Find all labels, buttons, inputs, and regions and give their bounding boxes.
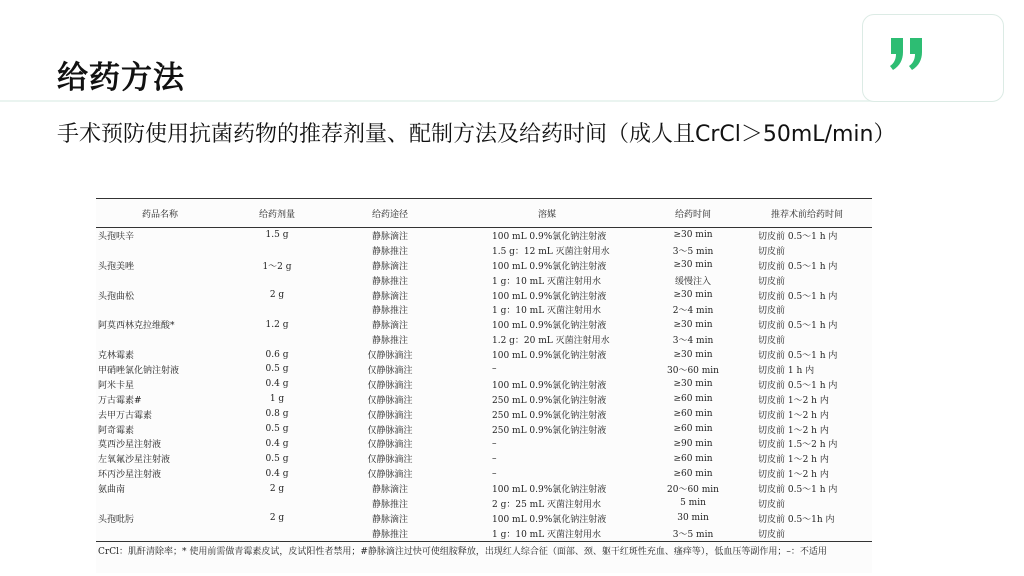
cell-solvent: 1 g：10 mL 灭菌注射用水	[492, 276, 602, 287]
cell-pre-op-time: 切皮前 0.5～1 h 内	[758, 321, 838, 332]
cell-pre-op-time: 切皮前 0.5～1 h 内	[758, 351, 838, 362]
cell-pre-op-time: 切皮前	[758, 336, 786, 347]
cell-drug-name: 头孢美唑	[98, 261, 135, 272]
cell-solvent: –	[492, 453, 497, 464]
cell-route: 静脉滴注	[371, 485, 408, 496]
table-row	[96, 273, 872, 288]
cell-pre-op-time: 切皮前	[758, 246, 786, 257]
cell-route: 仅静脉滴注	[367, 365, 413, 376]
cell-solvent: 100 mL 0.9%氯化钠注射液	[492, 321, 607, 332]
cell-infusion-time: ≥60 min	[673, 453, 713, 464]
cell-dose: 2 g	[269, 513, 285, 524]
cell-solvent: 100 mL 0.9%氯化钠注射液	[492, 380, 607, 391]
cell-infusion-time: ≥30 min	[673, 230, 713, 241]
table-row	[96, 228, 872, 243]
cell-infusion-time: ≥30 min	[673, 260, 713, 271]
cell-pre-op-time: 切皮前	[758, 499, 786, 510]
cell-drug-name	[96, 496, 224, 511]
cell-route: 静脉滴注	[371, 231, 408, 242]
table-row	[96, 526, 872, 541]
cell-dose: 2 g	[269, 290, 285, 300]
column-header-route: 给药途径	[330, 199, 450, 228]
cell-infusion-time: ≥60 min	[673, 394, 713, 405]
cell-drug-name: 阿米卡星	[98, 380, 135, 391]
table-row	[96, 258, 872, 273]
cell-infusion-time: 30～60 min	[667, 365, 719, 376]
cell-solvent: 100 mL 0.9%氯化钠注射液	[492, 514, 607, 525]
cell-drug-name: 去甲万古霉素	[98, 410, 153, 421]
cell-pre-op-time: 切皮前 1.5～2 h 内	[758, 440, 838, 451]
cell-solvent: –	[492, 468, 497, 479]
cell-infusion-time: ≥30 min	[673, 290, 713, 300]
cell-route: 仅静脉滴注	[367, 395, 413, 406]
table-row	[96, 496, 872, 511]
table-row	[96, 422, 872, 437]
cell-infusion-time: 缓慢注入	[674, 276, 711, 287]
table-row	[96, 332, 872, 347]
cell-solvent: 1 g：10 mL 灭菌注射用水	[492, 306, 602, 317]
cell-dose: 1.2 g	[265, 319, 289, 330]
cell-route: 静脉推注	[371, 306, 408, 317]
cell-drug-name: 氨曲南	[98, 485, 126, 496]
cell-solvent: 250 mL 0.9%氯化钠注射液	[492, 395, 607, 406]
cell-solvent: 100 mL 0.9%氯化钠注射液	[492, 261, 607, 272]
table-row	[96, 392, 872, 407]
cell-drug-name	[96, 273, 224, 288]
table-row	[96, 302, 872, 317]
cell-solvent: –	[492, 364, 497, 375]
cell-dose	[224, 243, 330, 258]
cell-infusion-time: ≥90 min	[673, 438, 713, 449]
cell-drug-name: 头孢曲松	[98, 291, 135, 302]
cell-drug-name	[96, 332, 224, 347]
cell-route: 仅静脉滴注	[367, 425, 413, 436]
cell-pre-op-time: 切皮前 0.5～1 h 内	[758, 380, 838, 391]
cell-solvent: 100 mL 0.9%氯化钠注射液	[492, 485, 607, 496]
cell-drug-name: 阿莫西林克拉维酸*	[98, 321, 175, 332]
cell-route: 静脉滴注	[371, 291, 408, 302]
cell-drug-name: 阿奇霉素	[98, 425, 135, 436]
cell-pre-op-time: 切皮前 0.5～1 h 内	[758, 231, 838, 242]
cell-infusion-time: 2～4 min	[672, 306, 714, 317]
cell-dose	[224, 526, 330, 541]
cell-solvent: 1 g：10 mL 灭菌注射用水	[450, 526, 644, 541]
cell-dose: 0.8 g	[265, 409, 289, 420]
table-row	[96, 466, 872, 481]
cell-pre-op-time: 切皮前 0.5～1h 内	[758, 514, 835, 525]
column-header-dose: 给药剂量	[224, 199, 330, 228]
cell-route: 仅静脉滴注	[367, 455, 413, 466]
table-header-row	[96, 199, 872, 228]
cell-pre-op-time: 切皮前 1～2 h 内	[758, 470, 829, 481]
cell-dose: 2 g	[269, 483, 285, 494]
cell-solvent: 100 mL 0.9%氯化钠注射液	[492, 291, 607, 302]
cell-pre-op-time: 切皮前 1 h 内	[758, 365, 815, 376]
column-header-solvent: 溶媒	[450, 199, 644, 228]
cell-drug-name: 左氧氟沙星注射液	[98, 455, 171, 466]
cell-route: 静脉推注	[371, 276, 408, 287]
table-row	[96, 407, 872, 422]
cell-pre-op-time: 切皮前	[742, 526, 872, 541]
cell-infusion-time: 3～5 min	[672, 246, 714, 257]
cell-route: 静脉推注	[330, 526, 450, 541]
cell-route: 仅静脉滴注	[367, 440, 413, 451]
table-row	[96, 362, 872, 377]
cell-pre-op-time: 切皮前	[758, 276, 786, 287]
cell-route: 仅静脉滴注	[367, 351, 413, 362]
cell-solvent: 1.2 g：20 mL 灭菌注射用水	[492, 336, 610, 347]
cell-solvent: 250 mL 0.9%氯化钠注射液	[492, 425, 607, 436]
table-row	[96, 451, 872, 466]
cell-infusion-time: 20～60 min	[667, 485, 719, 496]
double-quote-icon	[888, 34, 928, 74]
cell-drug-name: 甲硝唑氯化钠注射液	[98, 365, 180, 376]
cell-drug-name: 头孢吡肟	[98, 514, 135, 525]
cell-infusion-time: ≥60 min	[673, 468, 713, 479]
cell-pre-op-time: 切皮前 0.5～1 h 内	[758, 485, 838, 496]
cell-dose: 1.5 g	[265, 230, 289, 241]
cell-solvent: 100 mL 0.9%氯化钠注射液	[492, 231, 607, 242]
cell-route: 静脉滴注	[371, 514, 408, 525]
cell-dose: 1 g	[269, 394, 285, 405]
cell-dose: 0.4 g	[265, 468, 289, 479]
cell-drug-name	[96, 302, 224, 317]
cell-infusion-time: 30 min	[677, 513, 709, 524]
column-header-infusion-time: 给药时间	[644, 199, 742, 228]
cell-dose: 1～2 g	[262, 261, 292, 272]
cell-drug-name	[96, 243, 224, 258]
cell-route: 静脉推注	[371, 336, 408, 347]
cell-route: 仅静脉滴注	[367, 410, 413, 421]
cell-dose	[224, 302, 330, 317]
cell-route: 静脉推注	[371, 246, 408, 257]
cell-drug-name: 莫西沙星注射液	[98, 440, 162, 451]
table-row	[96, 436, 872, 451]
page-subtitle: 手术预防使用抗菌药物的推荐剂量、配制方法及给药时间（成人且CrCl＞50mL/min）	[57, 122, 896, 147]
cell-drug-name: 克林霉素	[98, 351, 135, 362]
table-row	[96, 511, 872, 526]
table-row	[96, 243, 872, 258]
cell-dose	[224, 273, 330, 288]
table-footnote: CrCl：肌酐清除率；* 使用前需做青霉素皮试，皮试阳性者禁用；#静脉滴注过快可使组胺释放，出现红人综合征（面部、颈、躯干红斑性充血、瘙痒等），低血压等副作用；–：不适用	[98, 546, 827, 557]
cell-infusion-time: ≥30 min	[673, 379, 713, 390]
cell-drug-name: 环丙沙星注射液	[98, 470, 162, 481]
cell-solvent: 250 mL 0.9%氯化钠注射液	[492, 410, 607, 421]
cell-infusion-time: ≥30 min	[673, 319, 713, 330]
table-row	[96, 317, 872, 332]
cell-dose: 0.4 g	[265, 379, 289, 390]
page-title: 给药方法	[57, 60, 185, 96]
cell-infusion-time: ≥60 min	[673, 409, 713, 420]
cell-route: 仅静脉滴注	[367, 380, 413, 391]
cell-dose: 0.5 g	[265, 453, 289, 464]
cell-dose	[224, 332, 330, 347]
table-row	[96, 288, 872, 303]
cell-pre-op-time: 切皮前	[758, 306, 786, 317]
cell-drug-name	[96, 526, 224, 541]
cell-infusion-time: ≥60 min	[673, 424, 713, 435]
cell-dose: 0.5 g	[265, 424, 289, 435]
table-row	[96, 347, 872, 362]
column-header-drug-name: 药品名称	[96, 199, 224, 228]
cell-drug-name: 头孢呋辛	[98, 231, 135, 242]
table-row	[96, 481, 872, 496]
cell-drug-name: 万古霉素#	[98, 395, 142, 406]
table-body	[96, 228, 872, 542]
column-header-pre-op-time: 推荐术前给药时间	[742, 199, 872, 228]
cell-solvent: –	[492, 438, 497, 449]
cell-route: 仅静脉滴注	[367, 470, 413, 481]
cell-solvent: 100 mL 0.9%氯化钠注射液	[492, 351, 607, 362]
cell-infusion-time: 5 min	[680, 498, 706, 509]
cell-route: 静脉滴注	[371, 261, 408, 272]
cell-solvent: 2 g：25 mL 灭菌注射用水	[492, 499, 602, 510]
cell-dose: 0.6 g	[265, 349, 289, 360]
dosage-table-panel	[96, 198, 872, 573]
cell-infusion-time: 3～4 min	[672, 336, 714, 347]
cell-infusion-time: ≥30 min	[673, 349, 713, 360]
cell-dose: 0.5 g	[265, 364, 289, 375]
cell-pre-op-time: 切皮前 1～2 h 内	[758, 455, 829, 466]
cell-pre-op-time: 切皮前 1～2 h 内	[758, 395, 829, 406]
quote-card	[862, 14, 1004, 102]
cell-pre-op-time: 切皮前 0.5～1 h 内	[758, 261, 838, 272]
cell-infusion-time: 3～5 min	[644, 526, 742, 541]
cell-pre-op-time: 切皮前 1～2 h 内	[758, 410, 829, 421]
cell-route: 静脉滴注	[371, 321, 408, 332]
dosage-table	[96, 198, 872, 542]
cell-route: 静脉推注	[371, 499, 408, 510]
cell-dose: 0.4 g	[265, 438, 289, 449]
cell-dose	[224, 496, 330, 511]
table-row	[96, 377, 872, 392]
cell-solvent: 1.5 g：12 mL 灭菌注射用水	[492, 246, 610, 257]
cell-pre-op-time: 切皮前 0.5～1 h 内	[758, 291, 838, 302]
cell-pre-op-time: 切皮前 1～2 h 内	[758, 425, 829, 436]
